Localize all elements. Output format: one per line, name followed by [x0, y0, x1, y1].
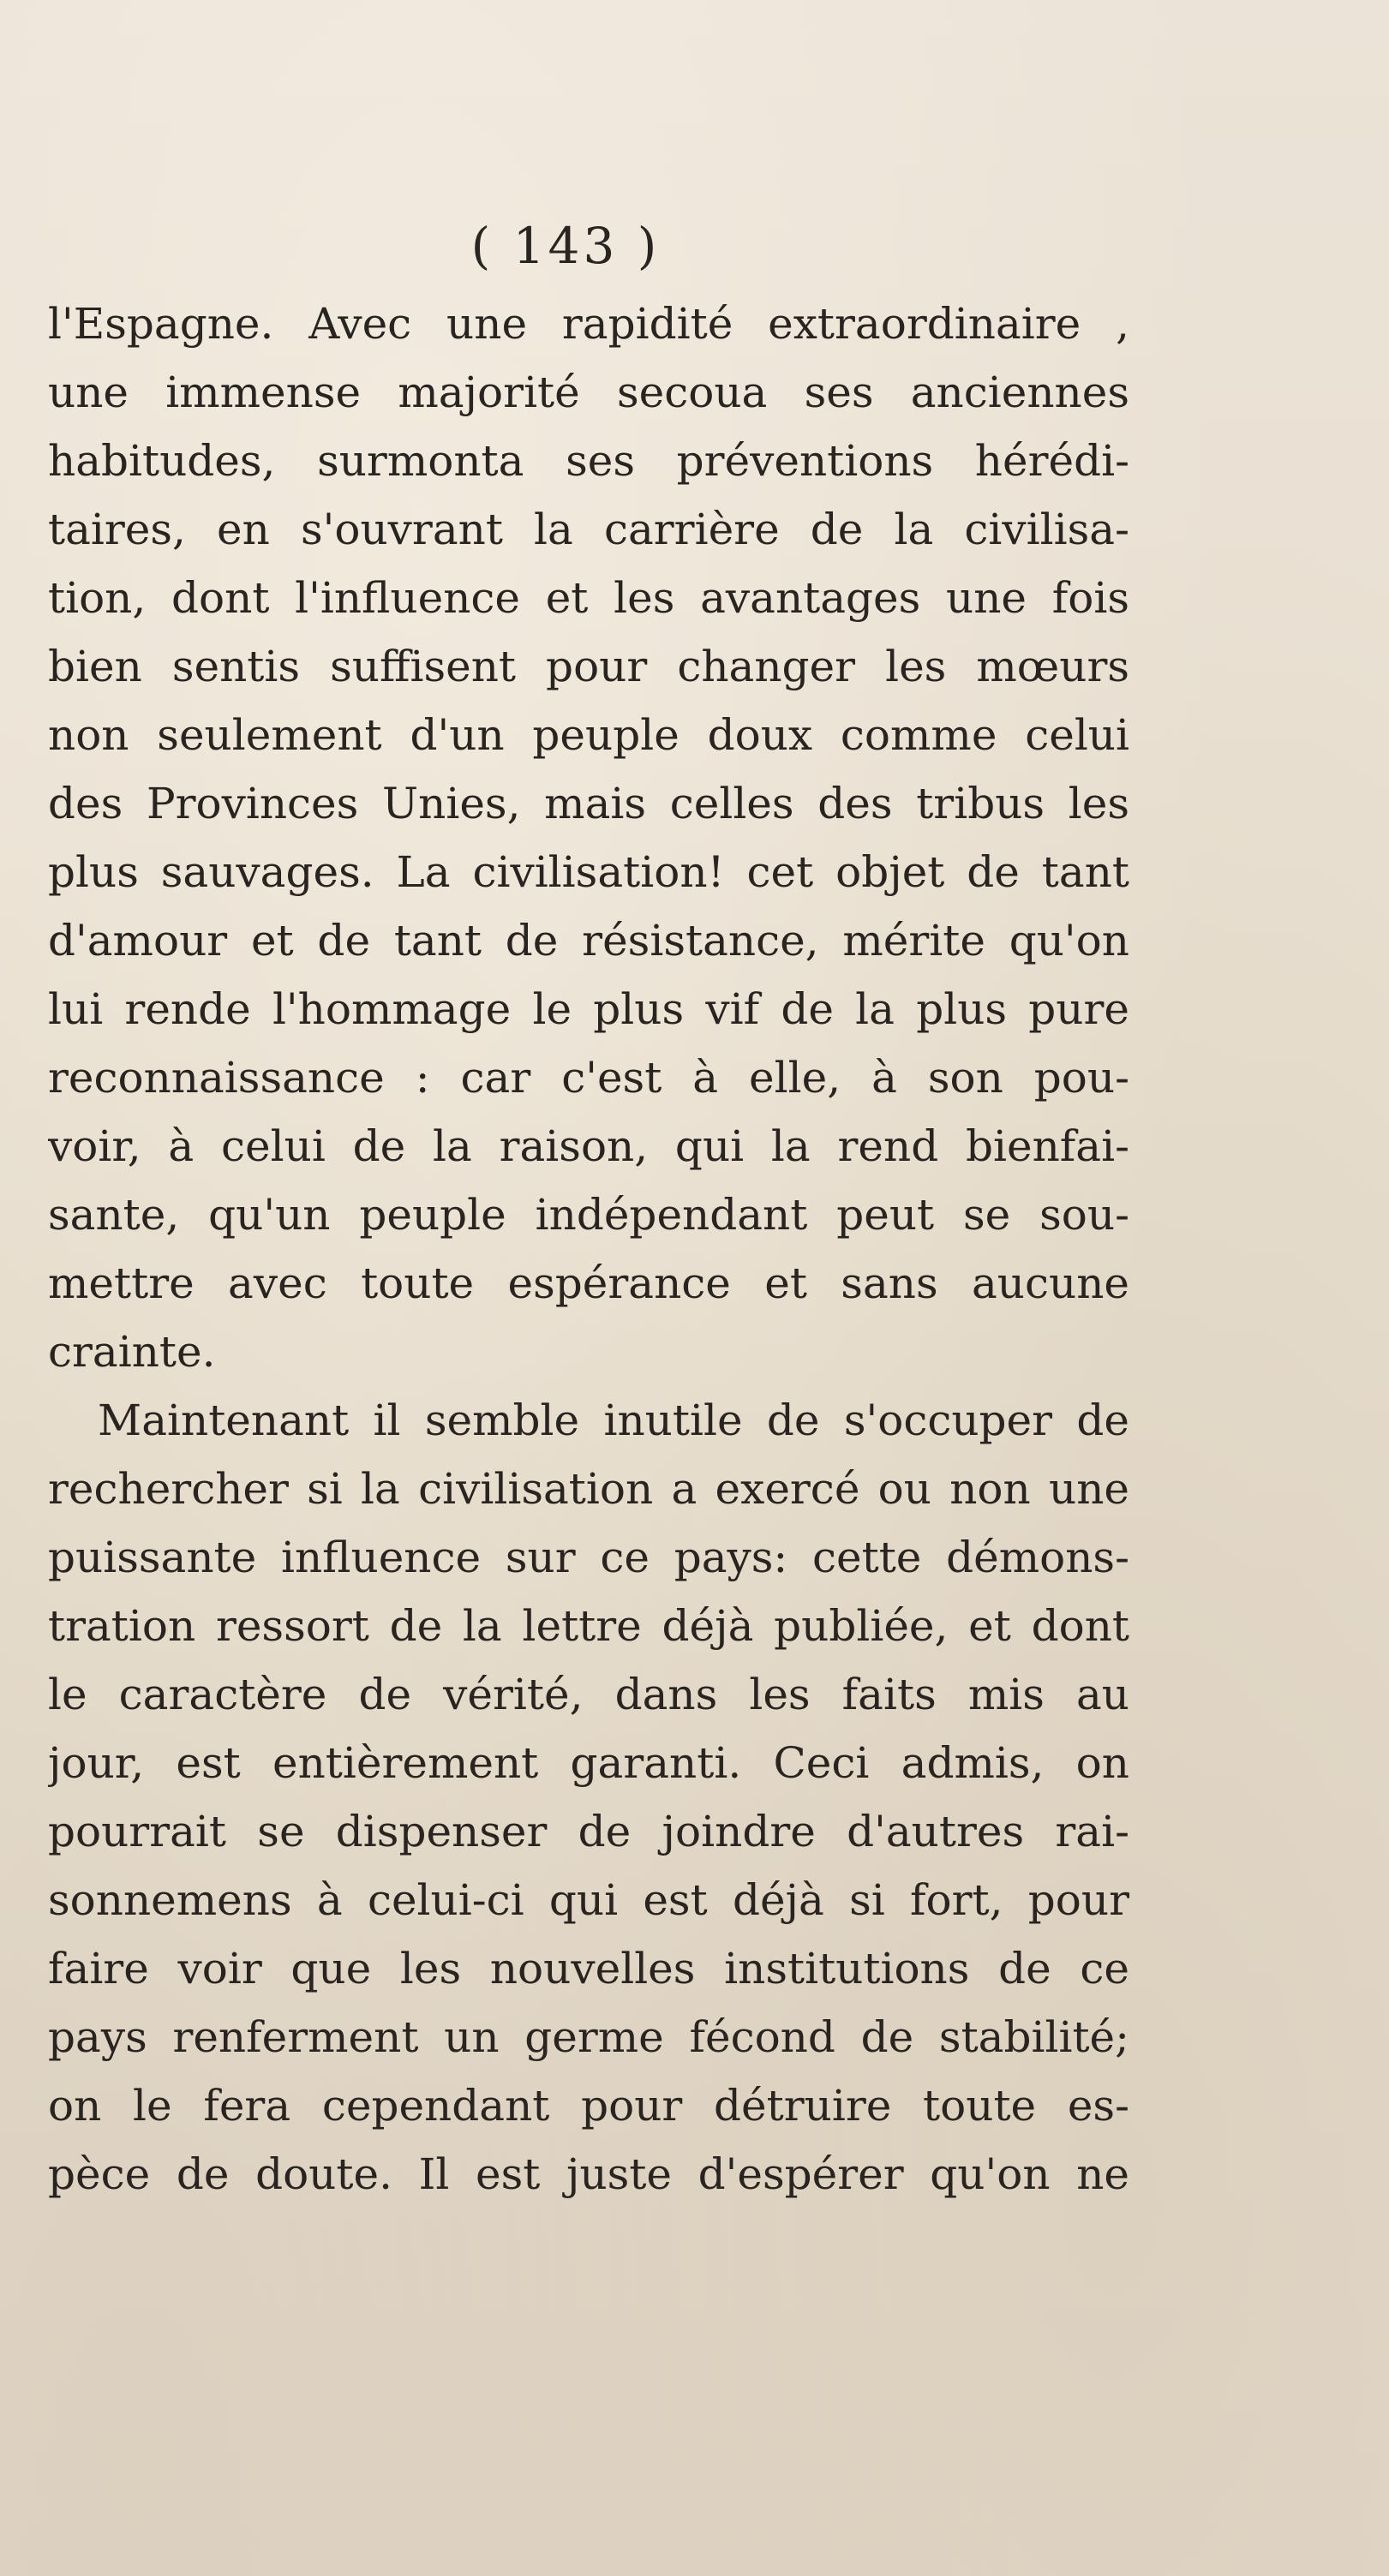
text-line: lui rende l'hommage le plus vif de la plus pure — [48, 984, 1129, 1034]
text-line: une immense majorité secoua ses anciennes — [48, 368, 1129, 417]
text-line: pourrait se dispenser de joindre d'autres rai- — [48, 1807, 1129, 1856]
text-line: sante, qu'un peuple indépendant peut se sou- — [48, 1190, 1129, 1240]
text-line: l'Espagne. Avec une rapidité extraordinaire , — [48, 299, 1129, 349]
text-line: reconnaissance : car c'est à elle, à son pou- — [48, 1053, 1129, 1103]
text-line: pays renferment un germe fécond de stabilité; — [48, 2012, 1129, 2062]
text-line: mettre avec toute espérance et sans aucune — [48, 1258, 1129, 1308]
text-line: le caractère de vérité, dans les faits mis au — [48, 1670, 1129, 1719]
text-line: tion, dont l'influence et les avantages une fois — [48, 573, 1129, 623]
text-line: rechercher si la civilisation a exercé ou non une — [48, 1464, 1129, 1514]
text-line: tration ressort de la lettre déjà publiée, et dont — [48, 1601, 1129, 1651]
text-line: jour, est entièrement garanti. Ceci admis, on — [48, 1738, 1129, 1788]
text-line: on le fera cependant pour détruire toute es- — [48, 2081, 1129, 2131]
page-number: ( 143 ) — [470, 217, 661, 275]
paragraph-start-line: Maintenant il semble inutile de s'occuper de — [98, 1396, 1129, 1445]
text-line: habitudes, surmonta ses préventions hérédi- — [48, 436, 1129, 486]
text-line: taires, en s'ouvrant la carrière de la civilisa- — [48, 505, 1129, 554]
paragraph-end-line: crainte. — [48, 1327, 216, 1377]
text-line: bien sentis suffisent pour changer les mœurs — [48, 642, 1129, 691]
body-text — [48, 290, 1129, 2208]
text-line: puissante influence sur ce pays: cette démons- — [48, 1533, 1129, 1582]
text-line: d'amour et de tant de résistance, mérite qu'on — [48, 916, 1129, 965]
text-line: plus sauvages. La civilisation! cet objet de tant — [48, 847, 1129, 897]
text-line: faire voir que les nouvelles institutions de ce — [48, 1944, 1129, 1993]
text-line: pèce de doute. Il est juste d'espérer qu'on ne — [48, 2149, 1129, 2199]
text-line: sonnemens à celui-ci qui est déjà si fort, pour — [48, 1875, 1129, 1925]
text-line: voir, à celui de la raison, qui la rend bienfai- — [48, 1121, 1129, 1171]
text-line: des Provinces Unies, mais celles des tribus les — [48, 779, 1129, 828]
text-line: non seulement d'un peuple doux comme celui — [48, 710, 1129, 760]
